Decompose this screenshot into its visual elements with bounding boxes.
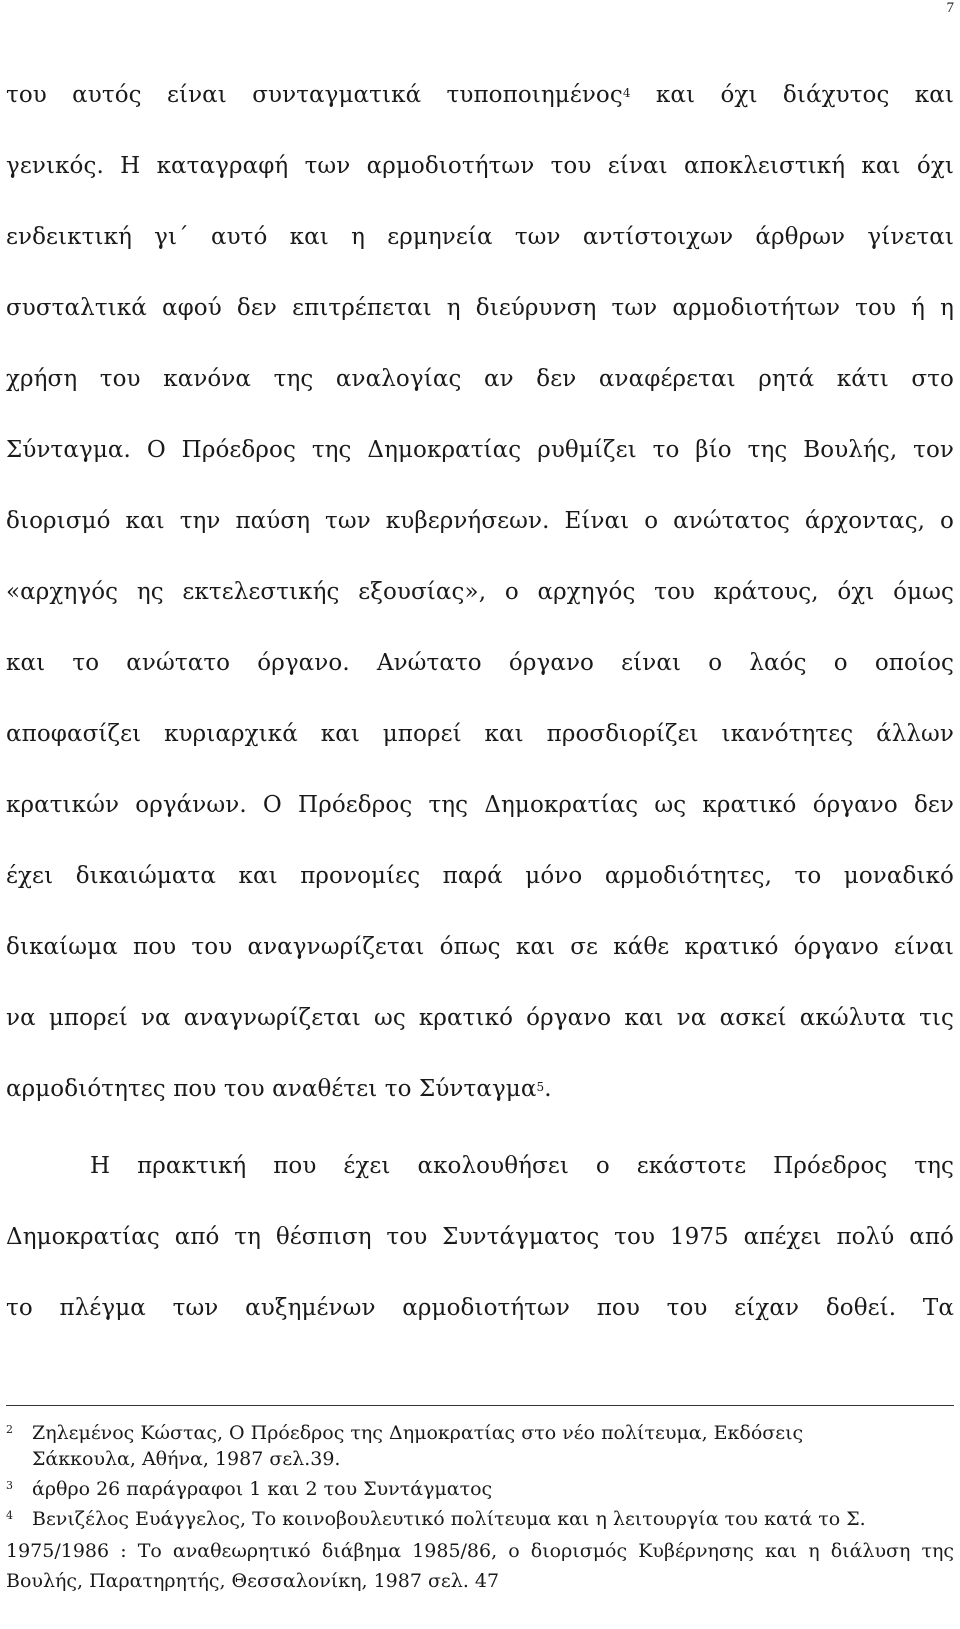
body-line: κρατικών οργάνων. Ο Πρόεδρος της Δημοκρατίας ως κρατικό όργανο δεν xyxy=(6,792,954,818)
footnote-ref: 5 xyxy=(536,1080,545,1094)
footnote-2-cont: Σάκκουλα, Αθήνα, 1987 σελ.39. xyxy=(32,1448,341,1470)
page-number: 7 xyxy=(946,0,954,16)
body-line: ενδεικτική γι΄ αυτό και η ερμηνεία των αντίστοιχων άρθρων γίνεται xyxy=(6,224,954,250)
body-line: γενικός. Η καταγραφή των αρμοδιοτήτων του είναι αποκλειστική και όχι xyxy=(6,153,954,179)
footnote-number: 4 xyxy=(6,1509,13,1522)
footnote-separator xyxy=(6,1405,954,1406)
body-line: έχει δικαιώματα και προνομίες παρά μόνο αρμοδιότητες, το μοναδικό xyxy=(6,863,954,889)
body-line: δικαίωμα που του αναγνωρίζεται όπως και σε κάθε κρατικό όργανο είναι xyxy=(6,934,954,960)
body-line: να μπορεί να αναγνωρίζεται ως κρατικό όργανο και να ασκεί ακώλυτα τις xyxy=(6,1005,954,1031)
body-line: Σύνταγμα. Ο Πρόεδρος της Δημοκρατίας ρυθμίζει το βίο της Βουλής, τον xyxy=(6,437,954,463)
body-line: αποφασίζει κυριαρχικά και μπορεί και προσδιορίζει ικανότητες άλλων xyxy=(6,721,954,747)
body-line: Η πρακτική που έχει ακολουθήσει ο εκάστοτε Πρόεδρος της xyxy=(90,1153,954,1179)
body-line: διορισμό και την παύση των κυβερνήσεων. Είναι ο ανώτατος άρχοντας, ο xyxy=(6,508,954,534)
footnote-number: 2 xyxy=(6,1423,13,1436)
body-line: του αυτός είναι συνταγματικά τυποποιημένος$^4$ και όχι διάχυτος και xyxy=(6,82,954,108)
footnote-ref: 4 xyxy=(622,86,631,100)
body-line: και το ανώτατο όργανο. Ανώτατο όργανο είναι ο λαός ο οποίος xyxy=(6,650,954,676)
footnote-3: 3 άρθρο 26 παράγραφοι 1 και 2 του Συντάγματος xyxy=(6,1476,954,1502)
body-line: συσταλτικά αφού δεν επιτρέπεται η διεύρυνση των αρμοδιοτήτων του ή η xyxy=(6,295,954,321)
body-line: «αρχηγός ης εκτελεστικής εξουσίας», ο αρχηγός του κράτους, όχι όμως xyxy=(6,579,954,605)
body-line: το πλέγμα των αυξημένων αρμοδιοτήτων που του είχαν δοθεί. Τα xyxy=(6,1295,954,1321)
footnote-4-cont: Βουλής, Παρατηρητής, Θεσσαλονίκη, 1987 σελ. 47 xyxy=(6,1570,500,1592)
footnote-4-cont: 1975/1986 : Το αναθεωρητικό διάβημα 1985/86, ο διορισμός Κυβέρνησης και η διάλυση της xyxy=(6,1540,954,1562)
body-line: Δημοκρατίας από τη θέσπιση του Συντάγματος του 1975 απέχει πολύ από xyxy=(6,1224,954,1250)
body-line: αρμοδιότητες που του αναθέτει το Σύνταγμα$^5$. xyxy=(6,1076,552,1102)
body-line: χρήση του κανόνα της αναλογίας αν δεν αναφέρεται ρητά κάτι στο xyxy=(6,366,954,392)
footnote-2: 2 Ζηλεμένος Κώστας, Ο Πρόεδρος της Δημοκρατίας στο νέο πολίτευμα, Εκδόσεις xyxy=(6,1420,954,1446)
footnote-4: 4 Βενιζέλος Ευάγγελος, Το κοινοβουλευτικό πολίτευμα και η λειτουργία του κατά το Σ. xyxy=(6,1506,954,1532)
footnote-number: 3 xyxy=(6,1479,13,1492)
